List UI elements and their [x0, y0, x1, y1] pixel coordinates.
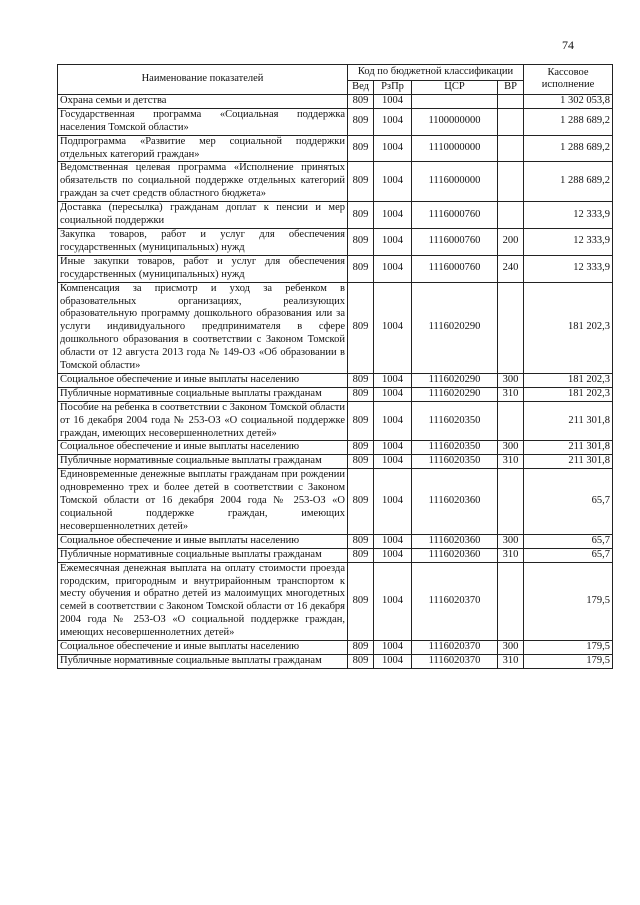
row-vr-cell: 300 [498, 441, 524, 455]
row-csr-cell: 1110000000 [412, 135, 498, 162]
row-vr-cell [498, 562, 524, 640]
row-ved-cell: 809 [348, 282, 374, 373]
row-vr-cell: 310 [498, 654, 524, 668]
table-row [58, 534, 613, 548]
row-name-cell: Социальное обеспечение и иные выплаты населению [58, 641, 348, 655]
row-vr-cell [498, 135, 524, 162]
row-csr-cell: 1116020290 [412, 282, 498, 373]
table-row [58, 455, 613, 469]
row-sum-cell: 1 288 689,2 [524, 108, 613, 135]
row-sum-cell: 181 202,3 [524, 387, 613, 401]
row-ved-cell: 809 [348, 387, 374, 401]
row-name-cell: Охрана семьи и детства [58, 94, 348, 108]
page-number: 74 [562, 38, 574, 52]
row-name-cell: Иные закупки товаров, работ и услуг для обеспечения государственных (муниципальных) нужд [58, 255, 348, 282]
row-vr-cell: 300 [498, 373, 524, 387]
row-ved-cell: 809 [348, 534, 374, 548]
row-vr-cell: 300 [498, 641, 524, 655]
table-row [58, 641, 613, 655]
row-sum-cell: 65,7 [524, 534, 613, 548]
table-row [58, 441, 613, 455]
row-rzpr-cell: 1004 [374, 401, 412, 441]
table-row [58, 654, 613, 668]
row-vr-cell: 310 [498, 455, 524, 469]
row-csr-cell: 1116000760 [412, 202, 498, 229]
row-name-cell: Публичные нормативные социальные выплаты гражданам [58, 654, 348, 668]
row-csr-cell: 1116020370 [412, 562, 498, 640]
row-csr-cell: 1116020360 [412, 548, 498, 562]
table-row [58, 373, 613, 387]
header-ved: Вед [348, 81, 374, 95]
row-rzpr-cell: 1004 [374, 455, 412, 469]
row-sum-cell: 1 288 689,2 [524, 135, 613, 162]
header-code-group: Код по бюджетной классификации [348, 65, 524, 81]
row-rzpr-cell: 1004 [374, 162, 412, 202]
row-csr-cell: 1116020360 [412, 534, 498, 548]
row-rzpr-cell: 1004 [374, 641, 412, 655]
row-name-cell: Ведомственная целевая программа «Исполнение принятых обязательств по социальной поддержке отдельных категорий граждан за счет средств областного бюджета» [58, 162, 348, 202]
row-rzpr-cell: 1004 [374, 373, 412, 387]
row-csr-cell: 1116020290 [412, 373, 498, 387]
row-rzpr-cell: 1004 [374, 387, 412, 401]
row-vr-cell [498, 401, 524, 441]
row-ved-cell: 809 [348, 255, 374, 282]
row-rzpr-cell: 1004 [374, 469, 412, 535]
row-rzpr-cell: 1004 [374, 562, 412, 640]
row-sum-cell: 211 301,8 [524, 401, 613, 441]
table-row [58, 202, 613, 229]
row-ved-cell: 809 [348, 94, 374, 108]
row-rzpr-cell: 1004 [374, 441, 412, 455]
row-ved-cell: 809 [348, 641, 374, 655]
row-name-cell: Публичные нормативные социальные выплаты гражданам [58, 548, 348, 562]
row-name-cell: Публичные нормативные социальные выплаты гражданам [58, 455, 348, 469]
header-sum: Кассовое исполнение [524, 65, 613, 95]
row-sum-cell: 65,7 [524, 469, 613, 535]
row-sum-cell: 1 302 053,8 [524, 94, 613, 108]
table-row [58, 255, 613, 282]
row-sum-cell: 12 333,9 [524, 255, 613, 282]
row-vr-cell [498, 282, 524, 373]
row-rzpr-cell: 1004 [374, 135, 412, 162]
row-rzpr-cell: 1004 [374, 108, 412, 135]
row-vr-cell: 240 [498, 255, 524, 282]
row-sum-cell: 12 333,9 [524, 228, 613, 255]
row-sum-cell: 211 301,8 [524, 455, 613, 469]
row-rzpr-cell: 1004 [374, 228, 412, 255]
row-sum-cell: 179,5 [524, 641, 613, 655]
row-csr-cell: 1116020350 [412, 455, 498, 469]
row-sum-cell: 181 202,3 [524, 282, 613, 373]
row-ved-cell: 809 [348, 202, 374, 229]
row-rzpr-cell: 1004 [374, 255, 412, 282]
row-name-cell: Государственная программа «Социальная поддержка населения Томской области» [58, 108, 348, 135]
row-csr-cell: 1116020360 [412, 469, 498, 535]
row-csr-cell: 1116020290 [412, 387, 498, 401]
row-vr-cell [498, 202, 524, 229]
row-sum-cell: 211 301,8 [524, 441, 613, 455]
table-row [58, 562, 613, 640]
table-row [58, 108, 613, 135]
row-rzpr-cell: 1004 [374, 654, 412, 668]
table-row [58, 548, 613, 562]
row-sum-cell: 1 288 689,2 [524, 162, 613, 202]
row-csr-cell: 1116020370 [412, 654, 498, 668]
table-row [58, 469, 613, 535]
row-name-cell: Публичные нормативные социальные выплаты гражданам [58, 387, 348, 401]
row-rzpr-cell: 1004 [374, 282, 412, 373]
header-name: Наименование показателей [58, 65, 348, 95]
row-name-cell: Социальное обеспечение и иные выплаты населению [58, 441, 348, 455]
row-sum-cell: 12 333,9 [524, 202, 613, 229]
row-csr-cell: 1116000760 [412, 228, 498, 255]
row-name-cell: Закупка товаров, работ и услуг для обеспечения государственных (муниципальных) нужд [58, 228, 348, 255]
row-ved-cell: 809 [348, 455, 374, 469]
table-body [58, 94, 613, 668]
table-row [58, 282, 613, 373]
row-ved-cell: 809 [348, 162, 374, 202]
row-csr-cell: 1116000000 [412, 162, 498, 202]
row-vr-cell: 200 [498, 228, 524, 255]
row-vr-cell [498, 162, 524, 202]
row-csr-cell: 1116000760 [412, 255, 498, 282]
row-ved-cell: 809 [348, 373, 374, 387]
row-ved-cell: 809 [348, 548, 374, 562]
row-rzpr-cell: 1004 [374, 534, 412, 548]
row-ved-cell: 809 [348, 654, 374, 668]
row-csr-cell: 1116020350 [412, 441, 498, 455]
row-name-cell: Ежемесячная денежная выплата на оплату стоимости проезда городским, пригородным и внутрирайонным транспортом к месту обучения и обратно детей из малоимущих многодетных семей в соответствии с Законом Томской области от 16 декабря 2004 года № 253-ОЗ «О социальной поддержке граждан, имеющих несовершеннолетних детей» [58, 562, 348, 640]
row-sum-cell: 179,5 [524, 654, 613, 668]
table-row [58, 135, 613, 162]
row-sum-cell: 181 202,3 [524, 373, 613, 387]
row-vr-cell: 310 [498, 548, 524, 562]
row-ved-cell: 809 [348, 228, 374, 255]
row-ved-cell: 809 [348, 401, 374, 441]
row-vr-cell [498, 108, 524, 135]
table-row [58, 162, 613, 202]
row-csr-cell: 1100000000 [412, 108, 498, 135]
row-name-cell: Социальное обеспечение и иные выплаты населению [58, 373, 348, 387]
row-ved-cell: 809 [348, 108, 374, 135]
row-name-cell: Подпрограмма «Развитие мер социальной поддержки отдельных категорий граждан» [58, 135, 348, 162]
row-name-cell: Доставка (пересылка) гражданам доплат к пенсии и мер социальной поддержки [58, 202, 348, 229]
row-vr-cell: 310 [498, 387, 524, 401]
row-rzpr-cell: 1004 [374, 202, 412, 229]
row-csr-cell: 1116020370 [412, 641, 498, 655]
row-ved-cell: 809 [348, 135, 374, 162]
header-csr: ЦСР [412, 81, 498, 95]
row-ved-cell: 809 [348, 441, 374, 455]
row-name-cell: Социальное обеспечение и иные выплаты населению [58, 534, 348, 548]
row-csr-cell: 1116020350 [412, 401, 498, 441]
row-ved-cell: 809 [348, 562, 374, 640]
row-rzpr-cell: 1004 [374, 548, 412, 562]
row-ved-cell: 809 [348, 469, 374, 535]
header-rzpr: РзПр [374, 81, 412, 95]
row-csr-cell [412, 94, 498, 108]
row-sum-cell: 179,5 [524, 562, 613, 640]
row-vr-cell [498, 469, 524, 535]
row-name-cell: Единовременные денежные выплаты гражданам при рождении одновременно трех и более детей в соответствии с Законом Томской области от 16 декабря 2004 года № 253-ОЗ «О социальной поддержке граждан, имеющих несовершеннолетних детей» [58, 469, 348, 535]
row-rzpr-cell: 1004 [374, 94, 412, 108]
table-row [58, 228, 613, 255]
header-vr: ВР [498, 81, 524, 95]
row-vr-cell [498, 94, 524, 108]
row-name-cell: Компенсация за присмотр и уход за ребенком в образовательных организациях, реализующих образовательную программу дошкольного образования или за услуги индивидуального предпринимателя в сфере дошкольного образования в соответствии с Законом Томской области от 12 августа 2013 года № 149-ОЗ «Об образовании в Томской области» [58, 282, 348, 373]
table-row [58, 94, 613, 108]
row-name-cell: Пособие на ребенка в соответствии с Законом Томской области от 16 декабря 2004 года № 253-ОЗ «О социальной поддержке граждан, имеющих несовершеннолетних детей» [58, 401, 348, 441]
row-sum-cell: 65,7 [524, 548, 613, 562]
budget-execution-table [57, 64, 613, 669]
table-row [58, 401, 613, 441]
row-vr-cell: 300 [498, 534, 524, 548]
table-row [58, 387, 613, 401]
